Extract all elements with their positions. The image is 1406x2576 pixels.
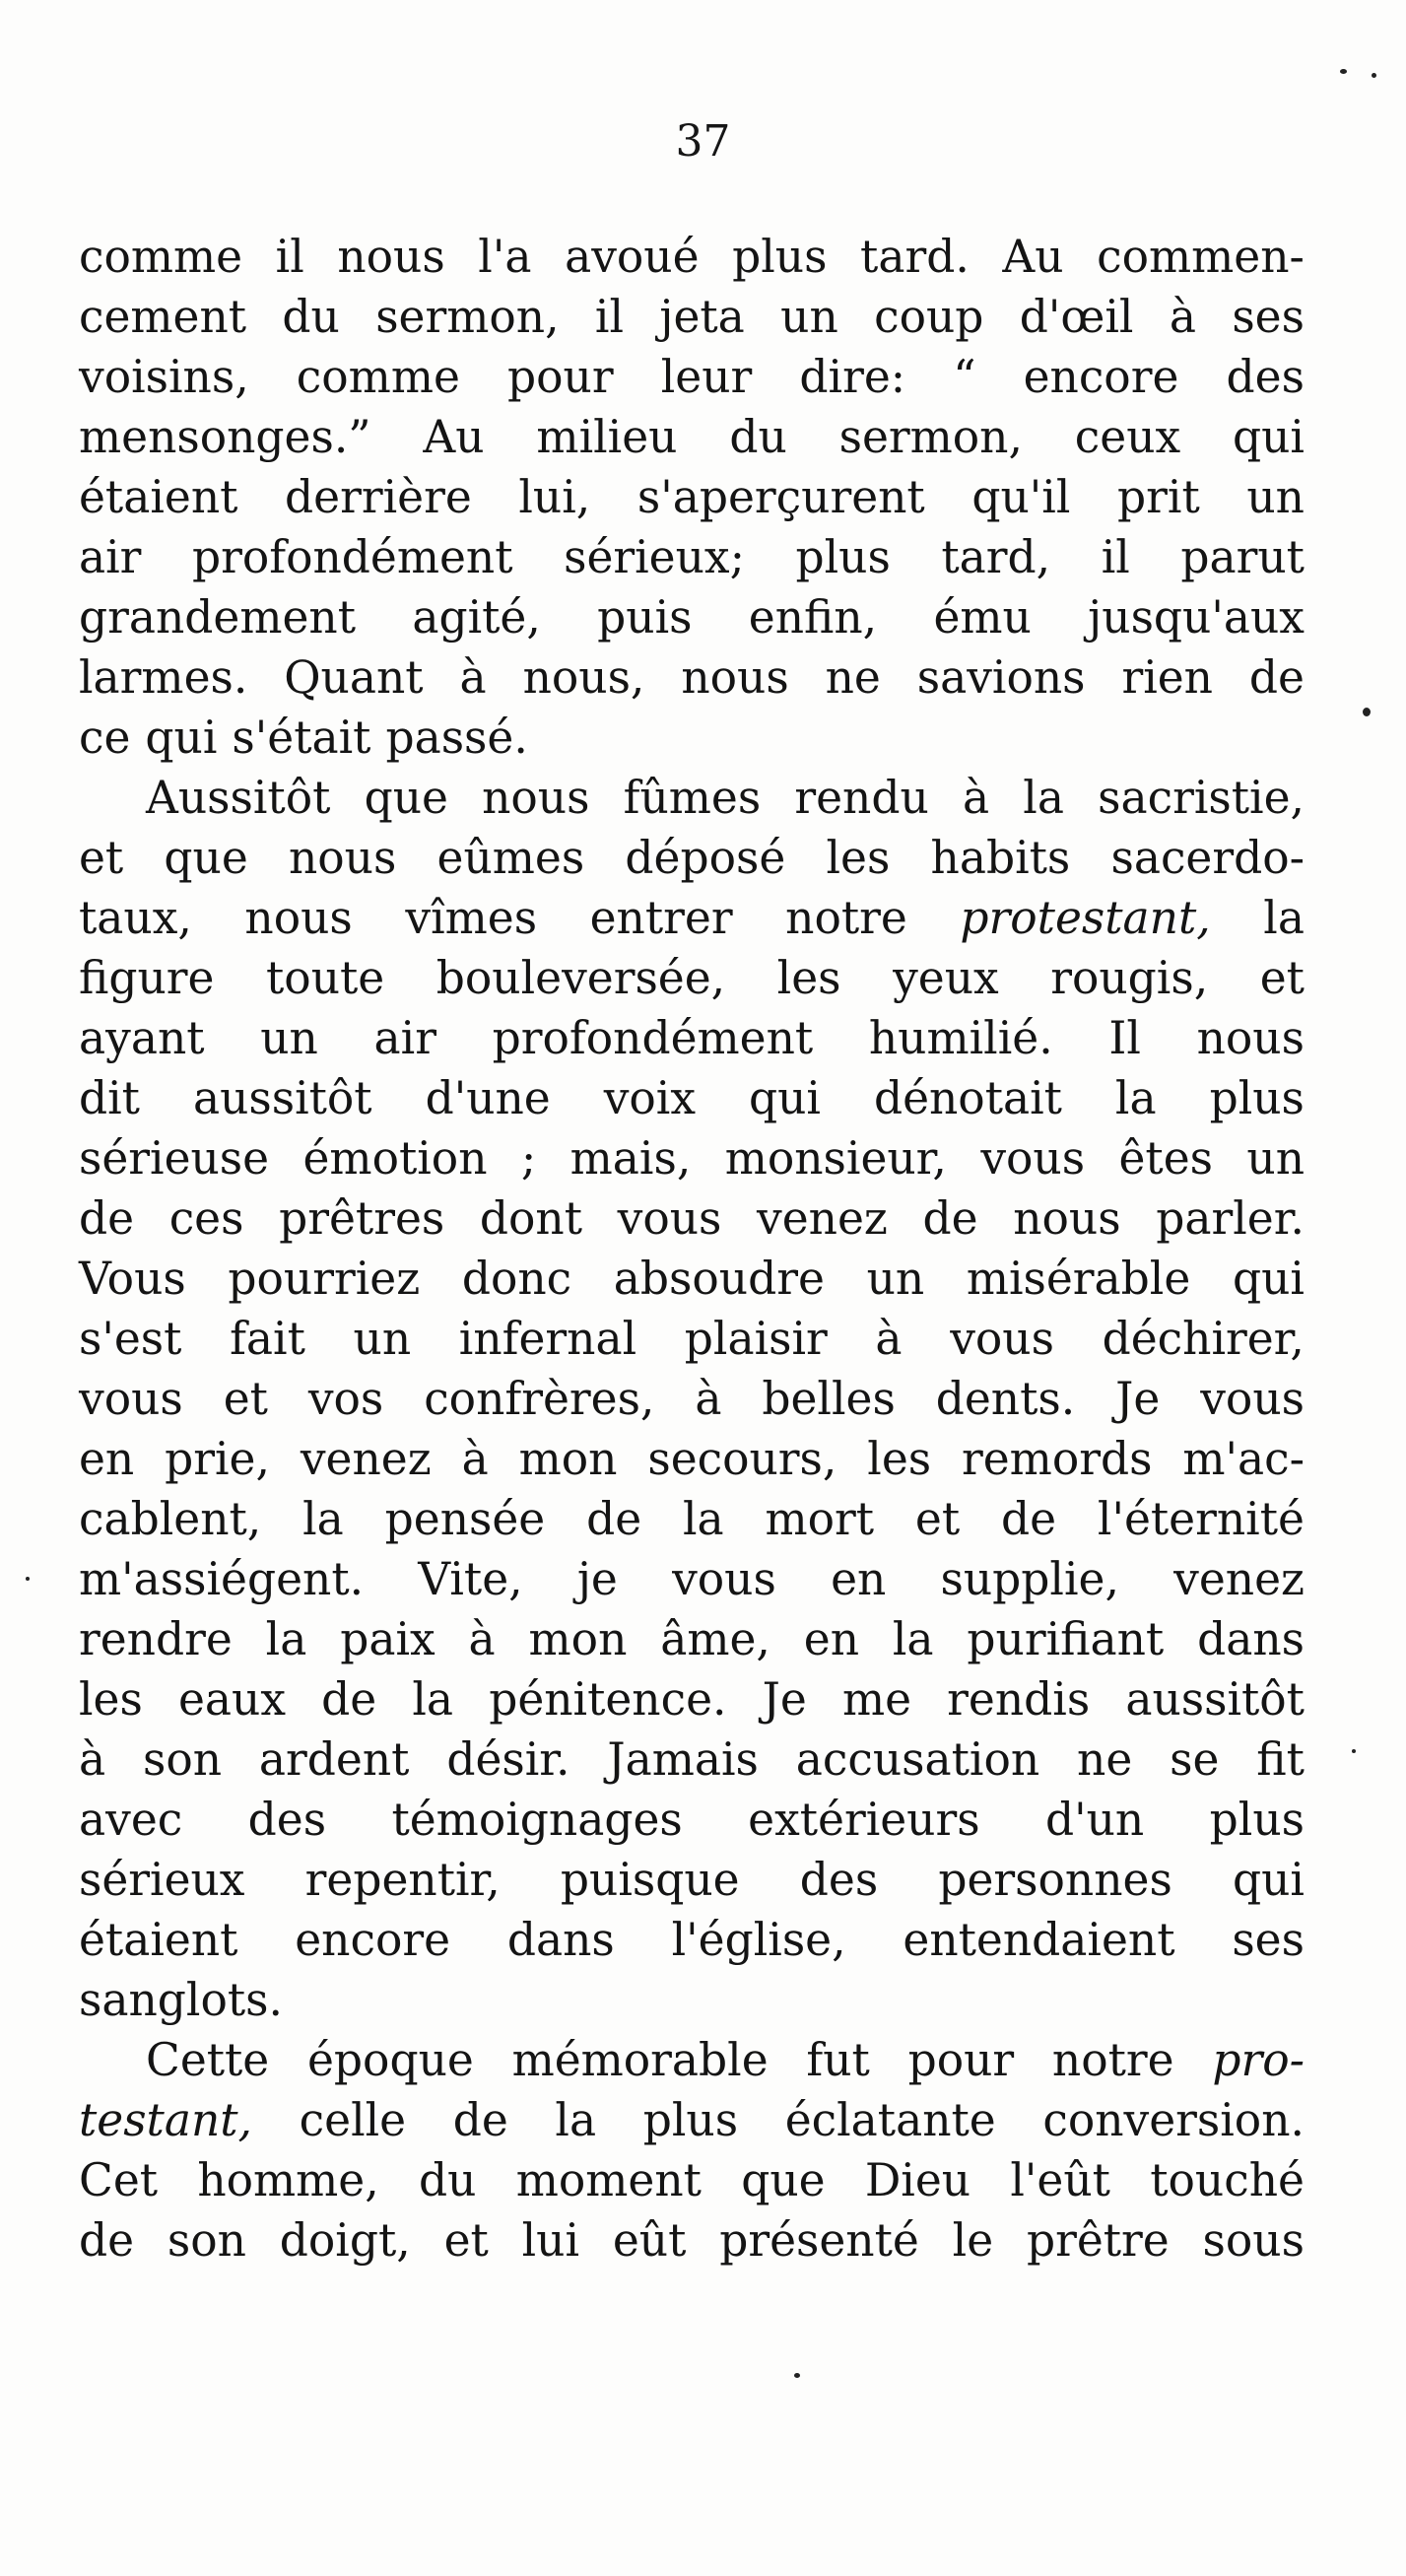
word: purifiant	[967, 1613, 1165, 1665]
word: la	[265, 1613, 307, 1665]
word: la	[1114, 1072, 1157, 1124]
word: derrière	[285, 471, 472, 523]
word: dit	[79, 1072, 140, 1124]
word: ces	[168, 1192, 244, 1245]
text-line	[79, 708, 1305, 768]
text-line	[79, 1128, 1305, 1188]
word: doigt,	[279, 2214, 411, 2267]
scan-speck	[1363, 708, 1371, 716]
word: Je	[762, 1673, 807, 1726]
word: air	[373, 1012, 436, 1064]
word: Je	[1115, 1373, 1161, 1425]
word: en	[803, 1613, 859, 1665]
word: taux,	[79, 892, 192, 944]
word: de	[922, 1192, 978, 1245]
word: nous	[681, 651, 789, 704]
text-line	[79, 347, 1305, 407]
word: sermon,	[838, 411, 1023, 463]
word: sacristie,	[1098, 772, 1305, 824]
word: donc	[461, 1253, 572, 1305]
word: à	[1169, 291, 1196, 343]
word: ému	[933, 591, 1032, 644]
word: Il	[1108, 1012, 1141, 1064]
word: de	[1248, 651, 1305, 704]
word: ;	[520, 1132, 537, 1185]
word: eaux	[177, 1673, 287, 1726]
word: prit	[1117, 471, 1200, 523]
word: sérieux;	[564, 531, 745, 583]
word: éclatante	[784, 2094, 996, 2146]
word: conversion.	[1042, 2094, 1305, 2146]
word: qui	[1232, 1253, 1305, 1305]
word: savions	[916, 651, 1086, 704]
word: avoué	[565, 231, 700, 283]
word: mon	[518, 1433, 618, 1485]
italic-word: pro-	[1212, 2034, 1305, 2086]
word: ses	[1232, 1914, 1305, 1966]
word: la	[412, 1673, 454, 1726]
word: ayant	[79, 1012, 205, 1064]
word: celle	[299, 2094, 407, 2146]
word: se	[1170, 1733, 1220, 1786]
word: lui	[521, 2214, 580, 2267]
word: la	[1263, 892, 1305, 944]
word: les	[776, 952, 841, 1004]
word: Jamais	[607, 1733, 759, 1786]
text-line	[79, 467, 1305, 527]
word: Vite,	[418, 1553, 523, 1605]
word: je	[576, 1553, 618, 1605]
word: la	[555, 2094, 597, 2146]
word: fit	[1256, 1733, 1305, 1786]
word: sacerdo-	[1110, 832, 1305, 884]
word: nous	[244, 892, 353, 944]
word: entendaient	[903, 1914, 1175, 1966]
word: pour	[907, 2034, 1015, 2086]
word: désir.	[446, 1733, 570, 1786]
word: à	[468, 1613, 496, 1665]
word: en	[79, 1433, 135, 1485]
word: prêtre	[1026, 2214, 1170, 2267]
word: rougis,	[1050, 952, 1209, 1004]
word: Cet	[79, 2154, 159, 2206]
word: tard,	[941, 531, 1051, 583]
word: encore	[1023, 351, 1179, 403]
word: plus	[1209, 1794, 1305, 1846]
word: et	[1259, 952, 1305, 1004]
word: rendu	[794, 772, 929, 824]
word: à	[461, 1433, 489, 1485]
text-line	[79, 407, 1305, 467]
word: touché	[1150, 2154, 1305, 2206]
body-text	[79, 227, 1305, 2271]
word: parler.	[1156, 1192, 1305, 1245]
word: rien	[1121, 651, 1213, 704]
word: âme,	[660, 1613, 770, 1665]
word: secours,	[647, 1433, 837, 1485]
word: aussitôt	[1125, 1673, 1305, 1726]
word: pénitence.	[489, 1673, 727, 1726]
word: sanglots.	[79, 1974, 283, 2026]
text-line	[79, 1790, 1305, 1850]
text-line	[79, 1068, 1305, 1128]
word: du	[729, 411, 787, 463]
word: il	[275, 231, 304, 283]
word: Aussitôt	[146, 772, 331, 824]
word: fûmes	[623, 772, 762, 824]
word: la	[1023, 772, 1064, 824]
word: témoignages	[391, 1794, 683, 1846]
word: l'eût	[1010, 2154, 1110, 2206]
word: pensée	[384, 1493, 546, 1545]
text-line	[79, 1850, 1305, 1910]
word: cement	[79, 291, 247, 343]
word: vous	[617, 1192, 722, 1245]
text-line	[79, 1188, 1305, 1249]
word: les	[867, 1433, 932, 1485]
word: mon	[528, 1613, 628, 1665]
word: leur	[660, 351, 753, 403]
word: un	[353, 1313, 412, 1365]
word: dans	[1197, 1613, 1305, 1665]
text-line	[79, 1609, 1305, 1669]
page-number: 37	[675, 116, 731, 167]
text-line	[79, 1369, 1305, 1429]
word: vîmes	[405, 892, 538, 944]
word: repentir,	[304, 1854, 501, 1906]
word: son	[143, 1733, 223, 1786]
word: vous	[672, 1553, 776, 1605]
word: l'a	[478, 231, 532, 283]
word: yeux	[893, 952, 999, 1004]
word: la	[682, 1493, 724, 1545]
word: fut	[806, 2034, 870, 2086]
word: étaient	[79, 471, 238, 523]
word: prie,	[165, 1433, 270, 1485]
scan-speck	[1372, 73, 1376, 78]
word: notre	[1051, 2034, 1174, 2086]
word: dents.	[935, 1373, 1076, 1425]
word: de	[79, 2214, 135, 2267]
word: remords	[962, 1433, 1153, 1485]
word: belles	[762, 1373, 896, 1425]
word: s'aperçurent	[636, 471, 925, 523]
word: plus	[732, 231, 828, 283]
word: que	[164, 832, 248, 884]
word: habits	[930, 832, 1071, 884]
word: des	[247, 1794, 327, 1846]
scan-speck	[26, 1577, 30, 1581]
word: s'était	[232, 712, 371, 764]
text-line	[79, 768, 1305, 828]
word: humilié.	[868, 1012, 1053, 1064]
text-line	[79, 1249, 1305, 1309]
word: présenté	[719, 2214, 919, 2267]
word: et	[443, 2214, 489, 2267]
word: dire:	[799, 351, 906, 403]
word: rendis	[947, 1673, 1091, 1726]
word: à	[875, 1313, 903, 1365]
word: Au	[1002, 231, 1064, 283]
text-line	[79, 2030, 1305, 2090]
word: et	[914, 1493, 961, 1545]
word: air	[79, 531, 142, 583]
word: dont	[479, 1192, 582, 1245]
word: jusqu'aux	[1088, 591, 1305, 644]
text-line	[79, 1669, 1305, 1729]
word: nous	[1013, 1192, 1121, 1245]
word: venez	[757, 1192, 888, 1245]
word: mémorable	[511, 2034, 769, 2086]
word: plus	[642, 2094, 739, 2146]
word: de	[1000, 1493, 1057, 1545]
word: d'une	[425, 1072, 551, 1124]
word: de	[452, 2094, 508, 2146]
word: absoudre	[613, 1253, 825, 1305]
word: confrères,	[424, 1373, 655, 1425]
word: à	[695, 1373, 722, 1425]
text-line	[79, 888, 1305, 948]
word: ses	[1232, 291, 1305, 343]
word: aussitôt	[192, 1072, 372, 1124]
text-line	[79, 1489, 1305, 1549]
word: nous	[337, 231, 445, 283]
word: vous	[79, 1373, 183, 1425]
word: encore	[295, 1914, 451, 1966]
text-line	[79, 2090, 1305, 2150]
word: nous	[482, 772, 590, 824]
word: enfin,	[748, 591, 878, 644]
word: que	[741, 2154, 826, 2206]
word: bouleversée,	[435, 952, 726, 1004]
word: vous	[950, 1313, 1054, 1365]
word: venez	[300, 1433, 432, 1485]
word: êtes	[1118, 1132, 1213, 1185]
scan-speck	[1352, 1749, 1356, 1753]
word: son	[167, 2214, 246, 2267]
word: plus	[1209, 1072, 1305, 1124]
scan-speck	[1340, 69, 1347, 74]
word: plaisir	[684, 1313, 828, 1365]
word: coup	[874, 291, 984, 343]
word: à	[79, 1733, 106, 1786]
italic-word: protestant,	[960, 892, 1211, 944]
word: larmes.	[79, 651, 248, 704]
text-line	[79, 1429, 1305, 1489]
word: un	[260, 1012, 318, 1064]
word: supplie,	[940, 1553, 1119, 1605]
word: de	[321, 1673, 377, 1726]
word: la	[892, 1613, 934, 1665]
word: puis	[597, 591, 693, 644]
word: ne	[825, 651, 881, 704]
text-line	[79, 647, 1305, 708]
word: l'église,	[671, 1914, 846, 1966]
word: les	[79, 1673, 143, 1726]
word: à	[962, 772, 990, 824]
word: parut	[1180, 531, 1305, 583]
word: fait	[230, 1313, 305, 1365]
word: sérieux	[79, 1854, 245, 1906]
word: nous,	[522, 651, 645, 704]
word: pour	[507, 351, 614, 403]
word: commen-	[1097, 231, 1305, 283]
word: en	[831, 1553, 887, 1605]
word: époque	[307, 2034, 474, 2086]
word: qui	[748, 1072, 821, 1124]
word: un	[780, 291, 838, 343]
word: grandement	[79, 591, 357, 644]
word: prêtres	[279, 1192, 445, 1245]
word: me	[841, 1673, 912, 1726]
word: eût	[612, 2214, 687, 2267]
word: mensonges.”	[79, 411, 371, 463]
word: profondément	[492, 1012, 814, 1064]
word: des	[799, 1854, 879, 1906]
word: et	[223, 1373, 268, 1425]
word: agité,	[412, 591, 541, 644]
word: qui	[1232, 1854, 1305, 1906]
scan-speck	[794, 2373, 800, 2378]
word: lui,	[518, 471, 591, 523]
word: homme,	[197, 2154, 379, 2206]
word: étaient	[79, 1914, 238, 1966]
word: que	[364, 772, 448, 824]
word: vos	[307, 1373, 384, 1425]
word: un	[1246, 471, 1305, 523]
word: pourriez	[228, 1253, 421, 1305]
word: qui	[145, 712, 218, 764]
word: un	[1246, 1132, 1305, 1185]
word: eûmes	[436, 832, 585, 884]
word: les	[826, 832, 891, 884]
word: monsieur,	[724, 1132, 947, 1185]
word: dénotait	[873, 1072, 1062, 1124]
word: nous	[288, 832, 397, 884]
word: accusation	[795, 1733, 1040, 1786]
word: qui	[1233, 411, 1305, 463]
word: nous	[1196, 1012, 1305, 1064]
word: mais,	[569, 1132, 692, 1185]
word: figure	[79, 952, 215, 1004]
word: Vous	[79, 1253, 186, 1305]
text-line	[79, 1910, 1305, 1970]
word: vous	[1200, 1373, 1305, 1425]
word: et	[79, 832, 124, 884]
text-line	[79, 1729, 1305, 1790]
word: comme	[79, 231, 243, 283]
text-line	[79, 1549, 1305, 1609]
word: puisque	[560, 1854, 740, 1906]
word: l'éternité	[1097, 1493, 1305, 1545]
word: il	[594, 291, 624, 343]
word: toute	[266, 952, 385, 1004]
word: d'œil	[1019, 291, 1134, 343]
text-line	[79, 587, 1305, 647]
word: de	[79, 1192, 135, 1245]
word: du	[418, 2154, 477, 2206]
word: jeta	[659, 291, 745, 343]
word: rendre	[79, 1613, 233, 1665]
word: ce	[79, 712, 131, 764]
word: plus	[795, 531, 891, 583]
word: profondément	[192, 531, 513, 583]
word: notre	[785, 892, 907, 944]
word: à	[459, 651, 487, 704]
text-line	[79, 227, 1305, 287]
word: déposé	[625, 832, 786, 884]
word: il	[1101, 531, 1130, 583]
word: Cette	[146, 2034, 270, 2086]
word: sous	[1202, 2214, 1305, 2267]
text-line	[79, 828, 1305, 888]
text-line	[79, 527, 1305, 587]
word: voisins,	[79, 351, 249, 403]
word: passé.	[385, 712, 528, 764]
word: voix	[603, 1072, 697, 1124]
word: “	[953, 351, 976, 403]
word: infernal	[458, 1313, 637, 1365]
word: s'est	[79, 1313, 182, 1365]
text-line	[79, 2210, 1305, 2271]
word: sermon,	[375, 291, 560, 343]
word: m'assiégent.	[79, 1553, 365, 1605]
word: de	[586, 1493, 642, 1545]
word: vous	[980, 1132, 1086, 1185]
word: mort	[765, 1493, 875, 1545]
text-line	[79, 1309, 1305, 1369]
word: personnes	[938, 1854, 1172, 1906]
word: venez	[1173, 1553, 1305, 1605]
word: émotion	[302, 1132, 488, 1185]
word: ardent	[258, 1733, 410, 1786]
word: du	[282, 291, 340, 343]
word: moment	[515, 2154, 702, 2206]
word: Quant	[284, 651, 424, 704]
word: milieu	[536, 411, 678, 463]
word: sérieuse	[79, 1132, 270, 1185]
word: ceux	[1074, 411, 1181, 463]
word: des	[1226, 351, 1305, 403]
word: cablent,	[79, 1493, 262, 1545]
word: avec	[79, 1794, 183, 1846]
word: le	[952, 2214, 994, 2267]
word: paix	[340, 1613, 435, 1665]
word: extérieurs	[748, 1794, 980, 1846]
word: qu'il	[971, 471, 1071, 523]
word: misérable	[966, 1253, 1191, 1305]
word: dans	[506, 1914, 615, 1966]
word: un	[866, 1253, 925, 1305]
word: m'ac-	[1182, 1433, 1305, 1485]
text-line	[79, 1970, 1305, 2030]
word: la	[302, 1493, 344, 1545]
word: ne	[1077, 1733, 1133, 1786]
text-line	[79, 2150, 1305, 2210]
word: Dieu	[864, 2154, 971, 2206]
word: entrer	[589, 892, 733, 944]
text-line	[79, 287, 1305, 347]
word: d'un	[1044, 1794, 1145, 1846]
word: comme	[296, 351, 460, 403]
text-line	[79, 948, 1305, 1008]
text-line	[79, 1008, 1305, 1068]
word: déchirer,	[1102, 1313, 1305, 1365]
italic-word: testant,	[79, 2094, 253, 2146]
word: tard.	[860, 231, 970, 283]
word: Au	[423, 411, 485, 463]
